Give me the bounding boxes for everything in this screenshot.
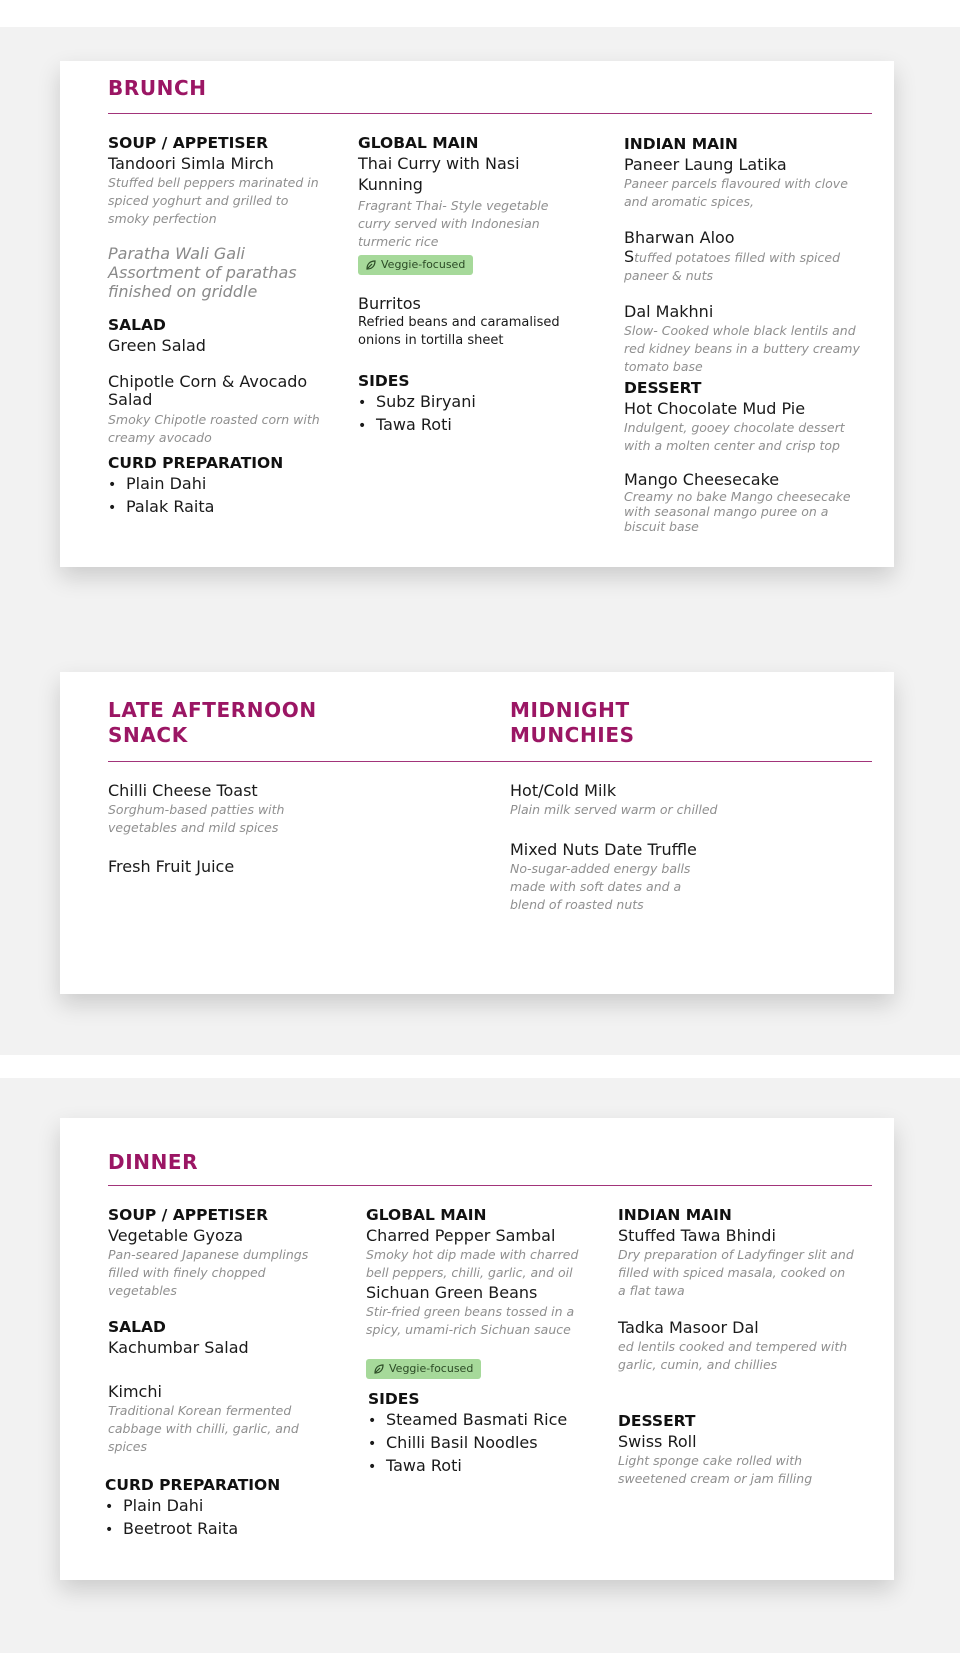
leaf-icon <box>365 259 377 271</box>
category-label: SOUP / APPETISER <box>108 134 269 152</box>
list-item: • Tawa Roti <box>368 1455 596 1478</box>
snack-title <box>108 698 317 748</box>
item-description: Stuffed potatoes filled with spiced paneer & nuts <box>624 247 840 283</box>
list-item: • Chilli Basil Noodles <box>368 1432 596 1455</box>
leaf-icon <box>373 1363 385 1375</box>
menu-item: Thai Curry with Nasi Kunning <box>358 154 520 194</box>
bullet-dot: • <box>358 418 367 434</box>
category-label: CURD PREPARATION <box>108 454 284 472</box>
category-label: SIDES <box>358 372 410 390</box>
list-item: • Beetroot Raita <box>105 1518 320 1541</box>
item-description: Traditional Korean fermented cabbage with chilli, garlic, and spices <box>108 1403 299 1454</box>
item-description: Stir-fried green beans tossed in a spicy, umami-rich Sichuan sauce <box>366 1304 575 1337</box>
menu-item: Tandoori Simla Mirch <box>108 154 274 173</box>
item-description: Indulgent, gooey chocolate dessert with a molten center and crisp top <box>624 420 845 453</box>
curd-list <box>108 473 320 519</box>
category-label: SALAD <box>108 316 166 334</box>
item-description: Light sponge cake rolled with sweetened cream or jam filling <box>618 1453 813 1486</box>
category-label: SIDES <box>368 1390 420 1408</box>
dinner-title: DINNER <box>108 1150 199 1174</box>
item-description: Assortment of parathas finished on griddle <box>108 263 297 301</box>
item-description: Pan-seared Japanese dumplings filled with finely chopped vegetables <box>108 1247 309 1298</box>
snack-column <box>108 780 318 877</box>
veggie-badge <box>358 255 473 275</box>
bullet-dot: • <box>105 1522 114 1538</box>
curd-list <box>105 1495 320 1541</box>
menu-item: Green Salad <box>108 336 206 355</box>
category-label: INDIAN MAIN <box>624 135 738 153</box>
bullet-dot: • <box>368 1459 377 1475</box>
brunch-title: BRUNCH <box>108 76 207 100</box>
bullet-dot: • <box>368 1413 377 1429</box>
menu-item: Fresh Fruit Juice <box>108 857 235 876</box>
bullet-dot: • <box>108 500 117 516</box>
category-label: GLOBAL MAIN <box>366 1206 487 1224</box>
dinner-card <box>60 1118 894 1580</box>
menu-item: Dal Makhni <box>624 302 714 321</box>
dinner-divider <box>108 1185 872 1186</box>
menu-item: Chipotle Corn & Avocado Salad <box>108 372 308 409</box>
bullet-dot: • <box>368 1436 377 1452</box>
sides-list <box>368 1409 596 1478</box>
snack-card <box>60 672 894 994</box>
item-description: Stuffed bell peppers marinated in spiced yoghurt and grilled to smoky perfection <box>108 175 319 226</box>
menu-item: Paneer Laung Latika <box>624 155 787 174</box>
category-label: DESSERT <box>624 379 702 397</box>
menu-item: Mixed Nuts Date Truffle <box>510 840 697 859</box>
category-label: INDIAN MAIN <box>618 1206 732 1224</box>
menu-item: Hot/Cold Milk <box>510 781 617 800</box>
item-description: Dry preparation of Ladyfinger slit and filled with spiced masala, cooked on a flat tawa <box>618 1247 854 1298</box>
item-description: Slow- Cooked whole black lentils and red kidney beans in a buttery creamy tomato base <box>624 323 860 374</box>
category-label: SALAD <box>108 1318 166 1336</box>
item-description: ed lentils cooked and tempered with garlic, cumin, and chillies <box>618 1339 848 1372</box>
brunch-col-soup-salad <box>108 133 320 519</box>
brunch-card <box>60 61 894 567</box>
menu-item: Hot Chocolate Mud Pie <box>624 399 806 418</box>
item-description: Paneer parcels flavoured with clove and aromatic spices, <box>624 176 848 209</box>
bullet-dot: • <box>108 477 117 493</box>
midnight-title-line-2: MUNCHIES <box>510 723 635 747</box>
category-label: CURD PREPARATION <box>105 1476 281 1494</box>
item-description: Smoky hot dip made with charred bell peppers, chilli, garlic, and oil <box>366 1247 579 1280</box>
list-item: • Palak Raita <box>108 496 320 519</box>
menu-item: Chilli Cheese Toast <box>108 781 258 800</box>
item-description: Plain milk served warm or chilled <box>510 802 718 817</box>
list-item: • Plain Dahi <box>108 473 320 496</box>
item-description: Refried beans and caramalised onions in tortilla sheet <box>358 315 560 348</box>
snack-divider <box>108 761 872 762</box>
dinner-col-global <box>366 1205 596 1478</box>
item-description: Fragrant Thai- Style vegetable curry served with Indonesian turmeric rice <box>358 198 549 249</box>
dinner-col-soup-salad <box>105 1205 320 1541</box>
category-label: DESSERT <box>618 1412 696 1430</box>
sides-list <box>358 391 582 437</box>
midnight-title-line-1: MIDNIGHT <box>510 698 630 722</box>
menu-item: Kachumbar Salad <box>108 1338 249 1357</box>
midnight-column <box>510 780 740 914</box>
category-label: SOUP / APPETISER <box>108 1206 269 1224</box>
menu-item: Sichuan Green Beans <box>366 1283 538 1302</box>
badge-label: Veggie-focused <box>389 1362 474 1375</box>
list-item: • Subz Biryani <box>358 391 582 414</box>
dinner-col-indian <box>618 1205 854 1488</box>
badge-label: Veggie-focused <box>381 258 466 271</box>
item-description: Smoky Chipotle roasted corn with creamy avocado <box>108 412 320 445</box>
bullet-dot: • <box>105 1499 114 1515</box>
menu-item: Swiss Roll <box>618 1432 697 1451</box>
midnight-title <box>510 698 635 748</box>
brunch-divider <box>108 113 872 114</box>
menu-item: Burritos <box>358 294 421 313</box>
item-name-highlight: Paratha Wali Gali <box>108 244 245 263</box>
menu-item: Charred Pepper Sambal <box>366 1226 556 1245</box>
menu-item: Mango Cheesecake <box>624 470 780 489</box>
menu-item: Stuffed Tawa Bhindi <box>618 1226 776 1245</box>
menu-item: Vegetable Gyoza <box>108 1226 244 1245</box>
snack-title-line-2: SNACK <box>108 723 188 747</box>
menu-item: Bharwan Aloo <box>624 228 735 247</box>
brunch-col-global <box>358 133 582 437</box>
brunch-col-indian <box>624 134 864 534</box>
item-description: No-sugar-added energy balls made with soft dates and a blend of roasted nuts <box>510 861 691 912</box>
category-label: GLOBAL MAIN <box>358 134 479 152</box>
menu-item: Kimchi <box>108 1382 162 1401</box>
menu-item: Tadka Masoor Dal <box>618 1318 759 1337</box>
bullet-dot: • <box>358 395 367 411</box>
item-description: Creamy no bake Mango cheesecake with seasonal mango puree on a biscuit base <box>624 489 851 534</box>
list-item: • Plain Dahi <box>105 1495 320 1518</box>
veggie-badge <box>366 1359 481 1379</box>
list-item: • Steamed Basmati Rice <box>368 1409 596 1432</box>
snack-title-line-1: LATE AFTERNOON <box>108 698 317 722</box>
item-description: Sorghum-based patties with vegetables and mild spices <box>108 802 285 835</box>
list-item: • Tawa Roti <box>358 414 582 437</box>
